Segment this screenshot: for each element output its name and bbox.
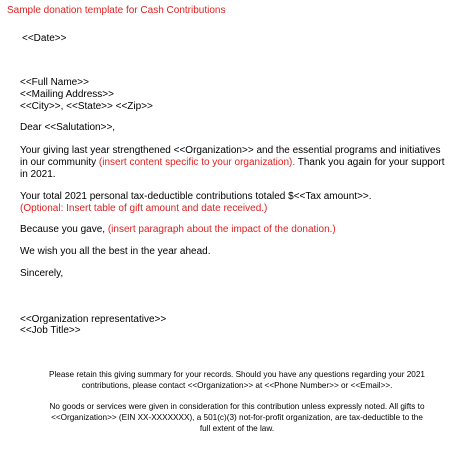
paragraph-1-line-1: Your giving last year strengthened <<Organization>> and the essential programs and initiatives [20,145,441,156]
disclaimer-line-2: <<Organization>> (EIN XX-XXXXXXX), a 501(c)(3) not-for-profit organization, are tax-deductible to the [51,413,423,422]
salutation: Dear <<Salutation>>, [20,122,116,133]
city-state-zip-placeholder: <<City>>, <<State>> <<Zip>> [20,101,153,112]
date-placeholder: <<Date>> [22,33,67,44]
paragraph-1-thanks: Thank you again for your support [295,157,445,168]
impact-line [20,224,336,236]
representative-placeholder: <<Organization representative>> [20,314,167,325]
paragraph-1-line-3: in 2021. [20,169,56,180]
full-name-placeholder: <<Full Name>> [20,77,89,88]
retain-summary-line-1: Please retain this giving summary for your records. Should you have any questions regarding your 2021 [49,370,425,379]
paragraph-1-line-2 [20,157,445,169]
mailing-address-placeholder: <<Mailing Address>> [20,89,114,100]
insert-content-note: (insert content specific to your organization). [98,157,296,168]
wishes-line: We wish you all the best in the year ahead. [20,246,211,257]
closing: Sincerely, [20,268,64,279]
optional-table-note: (Optional: Insert table of gift amount and date received.) [20,203,268,214]
impact-prefix: Because you gave, [20,224,108,235]
retain-summary-line-2: contributions, please contact <<Organization>> at <<Phone Number>> or <<Email>>. [81,381,393,390]
disclaimer-line-3: full extent of the law. [199,424,275,433]
job-title-placeholder: <<Job Title>> [20,325,81,336]
impact-note: (insert paragraph about the impact of the donation.) [107,224,336,235]
tax-amount-line: Your total 2021 personal tax-deductible contributions totaled $<<Tax amount>>. [20,191,372,202]
paragraph-1-text: in our community [20,157,99,168]
template-title: Sample donation template for Cash Contributions [7,5,226,16]
disclaimer-line-1: No goods or services were given in consideration for this contribution unless expressly noted. All gifts to [49,402,425,411]
